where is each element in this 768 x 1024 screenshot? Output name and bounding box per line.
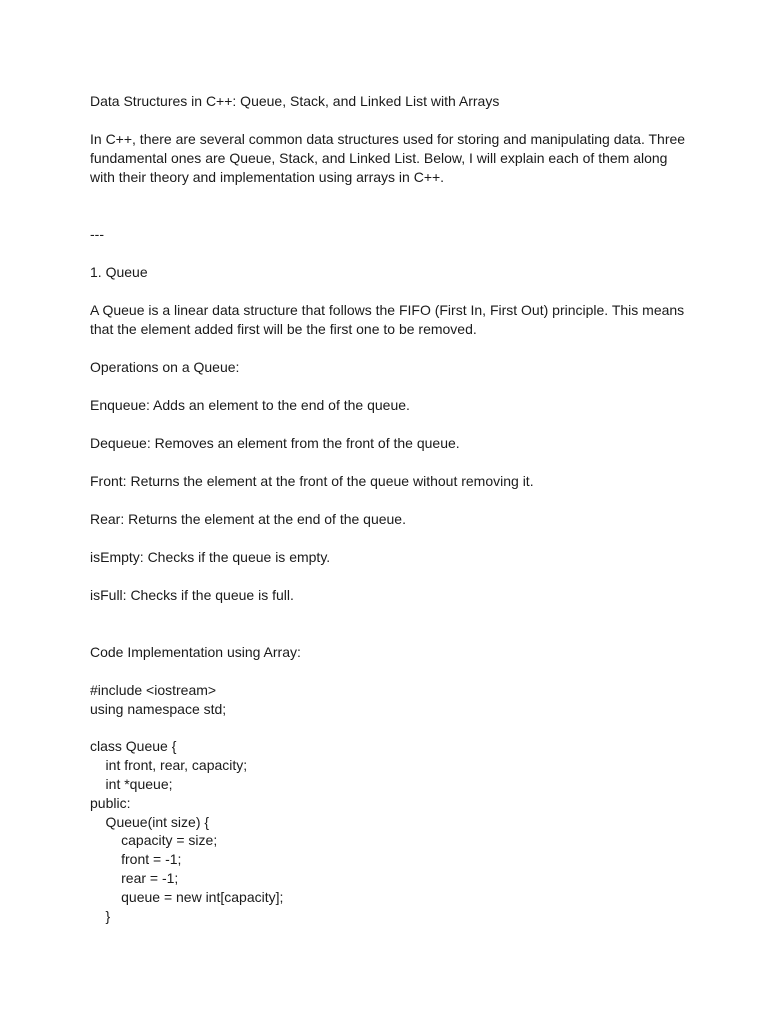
code-line: front = -1; xyxy=(90,851,182,868)
operation-item: Dequeue: Removes an element from the front of the queue. xyxy=(90,435,460,451)
code-line xyxy=(90,719,690,738)
code-block xyxy=(90,681,690,925)
queue-description-line: that the element added first will be the first one to be removed. xyxy=(90,321,477,337)
document-title: Data Structures in C++: Queue, Stack, and Linked List with Arrays xyxy=(90,93,500,109)
operation-item: Rear: Returns the element at the end of the queue. xyxy=(90,511,406,527)
code-heading: Code Implementation using Array: xyxy=(90,644,301,660)
intro-line: with their theory and implementation using arrays in C++. xyxy=(90,169,445,185)
intro-line: In C++, there are several common data structures used for storing and manipulating data. Three xyxy=(90,131,686,147)
section-separator: --- xyxy=(90,226,104,242)
code-line: int front, rear, capacity; xyxy=(90,757,248,774)
operation-item: isFull: Checks if the queue is full. xyxy=(90,587,294,603)
code-line: int *queue; xyxy=(90,775,173,792)
queue-description xyxy=(90,301,690,339)
intro-line: fundamental ones are Queue, Stack, and Linked List. Below, I will explain each of them along xyxy=(90,150,668,166)
code-line: using namespace std; xyxy=(90,700,227,717)
intro-paragraph xyxy=(90,130,690,187)
code-line: capacity = size; xyxy=(90,832,218,849)
code-line: class Queue { xyxy=(90,738,177,755)
queue-description-line: A Queue is a linear data structure that follows the FIFO (First In, First Out) principle. This means xyxy=(90,302,685,318)
code-line: queue = new int[capacity]; xyxy=(90,888,284,905)
operation-item: Front: Returns the element at the front of the queue without removing it. xyxy=(90,473,534,489)
operations-list xyxy=(90,396,690,605)
code-line: #include <iostream> xyxy=(90,682,217,698)
section-heading-queue: 1. Queue xyxy=(90,264,148,280)
operation-item: Enqueue: Adds an element to the end of the queue. xyxy=(90,397,410,413)
code-line: public: xyxy=(90,794,131,811)
operation-item: isEmpty: Checks if the queue is empty. xyxy=(90,549,331,565)
operations-heading: Operations on a Queue: xyxy=(90,359,240,375)
document-body xyxy=(90,92,690,925)
code-line: Queue(int size) { xyxy=(90,813,210,830)
code-line: } xyxy=(90,907,111,924)
code-line: rear = -1; xyxy=(90,869,179,886)
